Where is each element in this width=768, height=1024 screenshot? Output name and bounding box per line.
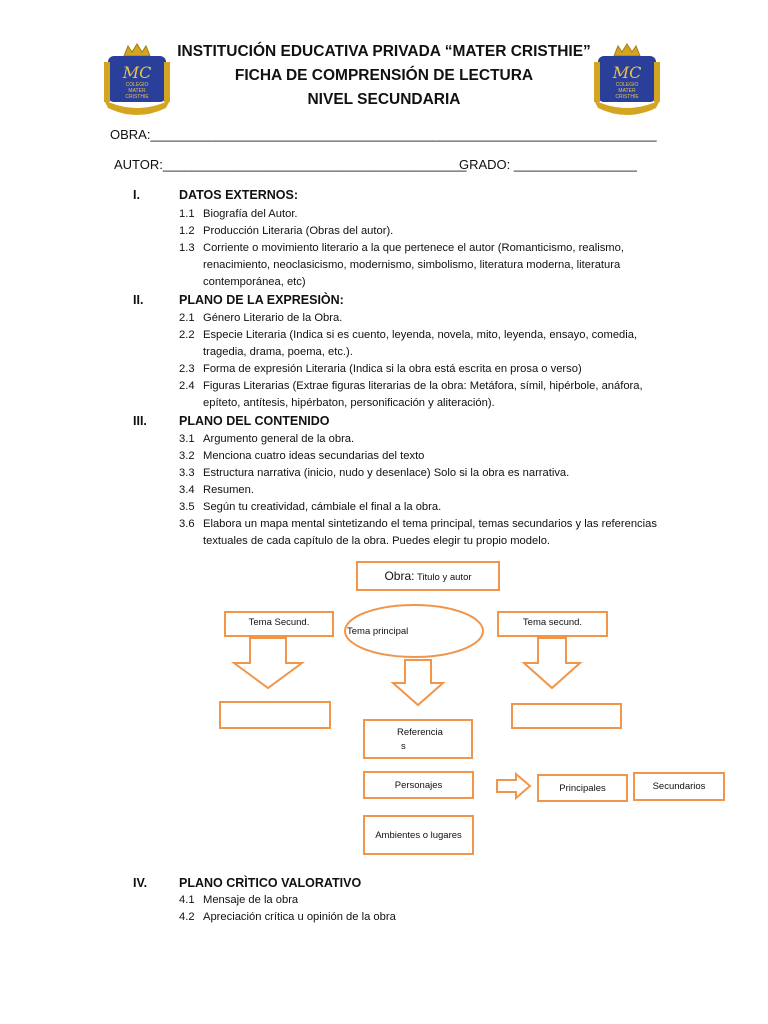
personajes-box <box>363 771 474 799</box>
section-title: PLANO CRÌTICO VALORATIVO <box>179 876 362 890</box>
item-number: 4.1 <box>179 894 195 906</box>
item-text: Argumento general de la obra. <box>203 433 355 445</box>
tema-secund-left-label: Tema Secund. <box>248 617 310 628</box>
item-number: 2.4 <box>179 380 195 392</box>
empty-box-right[interactable] <box>511 703 622 729</box>
empty-box-left[interactable] <box>219 701 331 729</box>
ambientes-box <box>363 815 474 855</box>
secundarios-label: Secundarios <box>652 781 706 792</box>
obra-label: Obra: <box>384 569 415 583</box>
item-text: Apreciación crítica u opinión de la obra <box>203 911 396 923</box>
item-number: 1.3 <box>179 242 195 254</box>
list-item <box>179 909 679 926</box>
item-number: 3.6 <box>179 518 195 530</box>
logo-text-3: CRISTHIE <box>615 94 639 100</box>
item-number: 1.2 <box>179 225 195 237</box>
item-number: 3.2 <box>179 450 195 462</box>
personajes-label: Personajes <box>394 779 443 791</box>
item-text: Mensaje de la obra <box>203 894 299 906</box>
item-text: Resumen. <box>203 484 254 496</box>
item-text: Elabora un mapa mental sintetizando el tema principal, temas secundarios y las referencias textuales de cada capítulo de la obra. Puedes elegir tu propio modelo. <box>203 518 657 547</box>
header-level: NIVEL SECUNDARIA <box>307 91 461 108</box>
logo-text-2: MATER <box>128 88 146 94</box>
item-number: 3.5 <box>179 501 195 513</box>
obra-box <box>356 561 500 591</box>
referencias-label-2: s <box>401 741 406 752</box>
item-text: Especie Literaria (Indica si es cuento, leyenda, novela, mito, leyenda, ensayo, comedia, tragedia, drama, poema, etc.). <box>203 329 638 358</box>
referencias-box <box>363 719 473 759</box>
tema-principal-label: Tema principal <box>347 626 409 637</box>
item-text: Producción Literaria (Obras del autor). <box>203 225 394 237</box>
item-text: Corriente o movimiento literario a la que pertenece el autor (Romanticismo, realismo, renacimiento, neoclasicismo, modernismo, simbolismo, literatura moderna, literatura contemporánea, etc) <box>203 242 624 288</box>
item-text: Menciona cuatro ideas secundarias del texto <box>203 450 425 462</box>
list-item <box>179 892 679 909</box>
section-title: DATOS EXTERNOS: <box>179 188 298 202</box>
obra-field[interactable]: OBRA:______________________________________________________________________ <box>110 127 657 142</box>
item-number: 1.1 <box>179 208 195 220</box>
logo-text-3: CRISTHIE <box>125 94 149 100</box>
svg-text:MC: MC <box>122 63 152 82</box>
secundarios-box <box>633 772 725 801</box>
right-arrow-icon <box>497 774 530 798</box>
tema-secund-right-label: Tema secund. <box>522 617 583 628</box>
item-number: 2.3 <box>179 363 195 375</box>
item-text: Biografía del Autor. <box>203 208 298 220</box>
autor-field[interactable]: AUTOR:__________________________________________ <box>114 157 467 172</box>
obra-sub: Titulo y autor <box>416 572 472 583</box>
item-number: 3.1 <box>179 433 195 445</box>
principales-label: Principales <box>559 782 606 794</box>
ambientes-label: Ambientes o lugares <box>375 829 462 841</box>
section-title: PLANO DEL CONTENIDO <box>179 414 330 428</box>
item-number: 3.4 <box>179 484 195 496</box>
item-number: 2.1 <box>179 312 195 324</box>
header-title: INSTITUCIÓN EDUCATIVA PRIVADA “MATER CRISTHIE” <box>177 43 591 60</box>
down-arrow-icon <box>393 660 443 705</box>
item-text: Figuras Literarias (Extrae figuras literarias de la obra: Metáfora, símil, hipérbole, anáfora, epíteto, antítesis, hipérbaton, personificación y aliteración). <box>203 380 643 409</box>
item-text: Forma de expresión Literaria (Indica si la obra está escrita en prosa o verso) <box>203 363 582 375</box>
svg-text:MC: MC <box>612 63 642 82</box>
logo-text-1: COLEGIO <box>615 82 639 88</box>
tema-secund-right-box <box>497 611 608 637</box>
down-arrow-icon <box>234 638 302 688</box>
down-arrow-icon <box>524 638 580 688</box>
item-text: Estructura narrativa (inicio, nudo y desenlace) Solo si la obra es narrativa. <box>203 467 570 479</box>
section-number: II. <box>133 293 144 307</box>
item-text: Según tu creatividad, cámbiale el final a la obra. <box>203 501 442 513</box>
section-number: I. <box>133 188 140 202</box>
grado-field[interactable]: GRADO: _________________ <box>459 157 637 172</box>
principales-box <box>537 774 628 802</box>
section-number: IV. <box>133 876 148 890</box>
item-text: Género Literario de la Obra. <box>203 312 343 324</box>
header-subtitle: FICHA DE COMPRENSIÓN DE LECTURA <box>234 67 534 84</box>
referencias-label-1: Referencia <box>397 727 443 738</box>
logo-text-2: MATER <box>618 88 636 94</box>
item-number: 4.2 <box>179 911 195 923</box>
logo-text-1: COLEGIO <box>125 82 149 88</box>
section-title: PLANO DE LA EXPRESIÒN: <box>179 293 344 307</box>
item-number: 3.3 <box>179 467 195 479</box>
item-number: 2.2 <box>179 329 195 341</box>
tema-secund-left-box <box>224 611 334 637</box>
section-number: III. <box>133 414 147 428</box>
